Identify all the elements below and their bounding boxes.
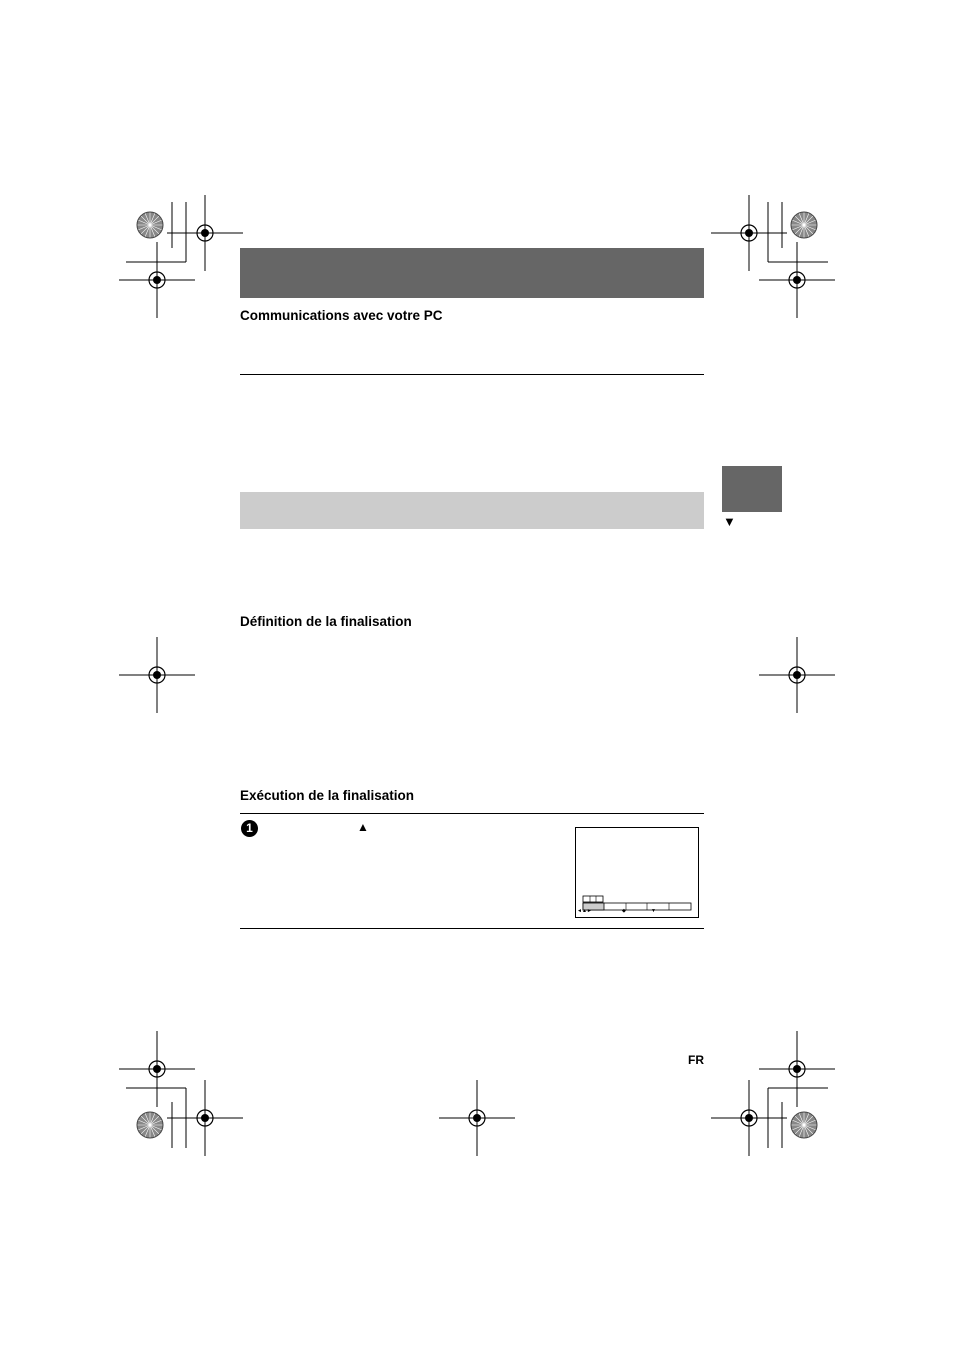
step-number-badge: 1 [241,820,258,837]
lcd-nav-left-icon: ◄▲► [577,908,592,914]
step-table-top-rule [240,813,704,814]
language-code: FR [688,1053,704,1067]
lcd-nav-mid-icon: ◆ [622,908,626,914]
chapter-header-bar [240,248,704,298]
camera-lcd-illustration [575,827,699,918]
lcd-nav-right-icon: ▼ [651,908,656,914]
definition-heading: Définition de la finalisation [240,614,412,629]
communications-heading: Communications avec votre PC [240,308,443,323]
section-header-bar [240,492,704,529]
section-divider [240,374,704,375]
step-table-bottom-rule [240,928,704,929]
down-arrow-icon: ▼ [723,514,736,529]
side-chapter-tab [722,466,782,512]
up-arrow-icon: ▲ [357,820,369,834]
execution-heading: Exécution de la finalisation [240,788,415,803]
